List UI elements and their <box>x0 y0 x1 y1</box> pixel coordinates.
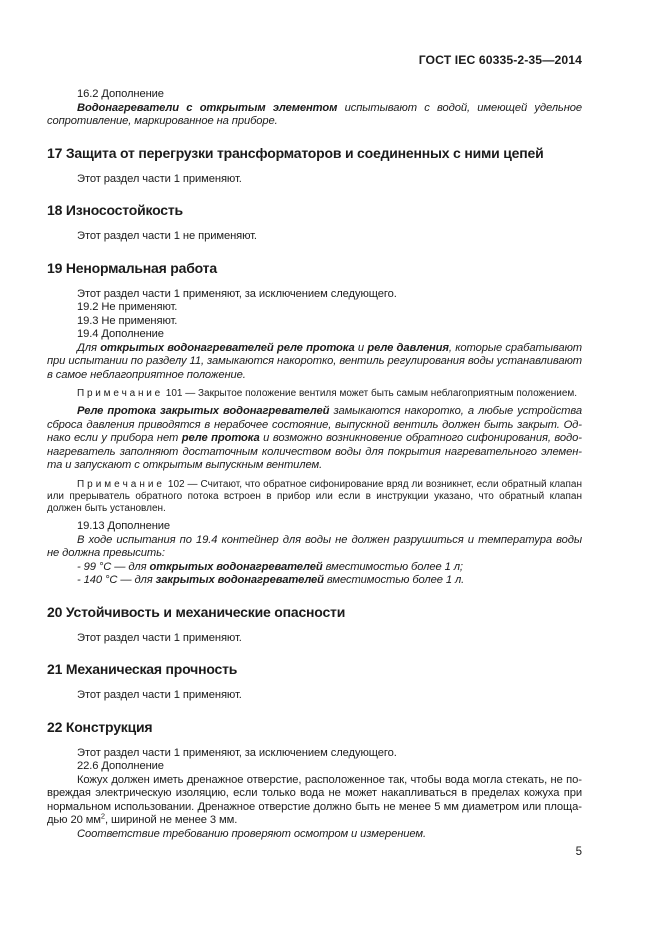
para-22-6-addition <box>47 760 582 774</box>
heading-19 <box>47 261 582 276</box>
text-run: 19.2 Не применяют. <box>77 301 178 313</box>
text-run: В ходе испытания по 19.4 контейнер для воды не должен разрушиться и температура воды не должна превысить: <box>47 533 582 560</box>
text-run: Этот раздел части 1 применяют, за исключением следующего. <box>77 746 397 759</box>
text-run: , шириной не менее 3 мм. <box>104 814 238 827</box>
text-run: 19.4 Дополнение <box>77 328 164 340</box>
para-22-applies-except <box>47 747 582 761</box>
text-run: Этот раздел части 1 применяют. <box>77 631 242 644</box>
page-number: 5 <box>575 846 582 859</box>
heading-22 <box>47 720 582 735</box>
para-19-4-addition <box>47 328 582 342</box>
text-run: П р и м е ч а н и е 102 — Считают, что обратное сифонирование вряд ли возникнет, если обратный клапан или прерыватель обратного потока встроен в прибор или если в инструкции указано, что обратный клапан должен быть установлен. <box>47 478 582 515</box>
text-run: , которые срабатывают при испытании по разделу 11, замыкаются накоротко, вентиль регулирования воды устанавливают в самое неблагоприятное положение. <box>47 341 582 381</box>
para-compliance-check <box>47 828 582 842</box>
text-run: 17 Защита от перегрузки трансформаторов и соединенных с ними цепей <box>47 144 544 161</box>
document-body <box>47 88 582 841</box>
text-run: 19.13 Дополнение <box>77 520 171 533</box>
document-header: ГОСТ IEC 60335-2-35—2014 <box>418 53 582 67</box>
text-run: 19 Ненормальная работа <box>47 259 217 276</box>
para-19-3 <box>47 315 582 329</box>
text-run: Кожух должен иметь дренажное отверстие, расположенное так, чтобы вода могла стекать, не повреждая электрическую изоляцию, если только вода не может накапливаться в пределах кожуха при нормальном использовании. Дренажное отверстие должно быть не менее 5 мм диаметром или площадью 20 мм <box>47 773 582 827</box>
text-run: 20 Устойчивость и механические опасности <box>47 603 346 620</box>
note-102 <box>47 479 582 516</box>
para-22-6-body <box>47 774 582 828</box>
text-run: и <box>354 341 368 354</box>
text-run: Реле протока закрытых водонагревателей <box>77 405 330 418</box>
para-19-13-addition <box>47 520 582 534</box>
item-99c <box>47 561 582 575</box>
text-run: 21 Механическая прочность <box>47 661 238 678</box>
heading-21 <box>47 662 582 677</box>
text-run: Этот раздел части 1 применяют. <box>77 172 242 185</box>
text-run: испытывают с водой, имеющей удельное сопротивление, маркированное на приборе. <box>47 101 583 127</box>
text-run: закрытых водонагревателей <box>155 574 324 587</box>
text-run: Водонагреватели с открытым элементом <box>77 101 338 114</box>
text-run: 18 Износостойкость <box>47 202 183 218</box>
text-run: вместимостью более 1 л; <box>322 560 463 573</box>
para-19-2 <box>47 301 582 315</box>
heading-18 <box>47 203 582 218</box>
para-16-2-addition <box>47 88 582 102</box>
para-20-applies <box>47 632 582 646</box>
text-run: Этот раздел части 1 применяют, за исключением следующего. <box>77 287 397 300</box>
text-run: Соответствие требованию проверяют осмотром и измерением. <box>77 827 426 840</box>
text-run: открытых водонагревателей <box>149 560 323 573</box>
text-run: - 99 °С — для <box>77 560 150 573</box>
text-run: вместимостью более 1 л. <box>323 574 465 587</box>
text-run: Этот раздел части 1 не применяют. <box>77 230 257 242</box>
text-run: - 140 °С — для <box>77 574 156 587</box>
text-run: 2 <box>100 811 105 821</box>
para-19-13-body <box>47 534 582 561</box>
para-18-not-applies <box>47 230 582 244</box>
text-run: замыкаются накоротко, а любые устройства сброса давления приводятся в нерабочее состояние, выпускной вентиль должен быть закрыт. Однако если у прибора нет <box>47 405 582 445</box>
text-run: 22.6 Дополнение <box>77 760 164 773</box>
text-run: Для <box>77 341 101 354</box>
text-run: 16.2 Дополнение <box>77 88 164 100</box>
text-run: 19.3 Не применяют. <box>77 314 178 327</box>
text-run: Этот раздел части 1 применяют. <box>77 689 242 702</box>
heading-17 <box>47 146 582 161</box>
text-run: открытых водонагревателей реле протока <box>100 341 355 354</box>
text-run: реле давления <box>367 341 449 354</box>
text-run: 22 Конструкция <box>47 718 153 735</box>
para-17-applies <box>47 173 582 187</box>
heading-20 <box>47 605 582 620</box>
text-run: П р и м е ч а н и е 101 — Закрытое положение вентиля может быть самым неблагоприятным положением. <box>77 388 578 399</box>
text-run: реле протока <box>181 432 260 445</box>
text-run: и возможно возникновение обратного сифонирования, водонагреватель заполняют достаточным количеством воды для покрытия нагревательного элемента и запускают с открытым выпускным вентилем. <box>47 432 582 472</box>
para-open-element-heaters <box>47 102 582 129</box>
note-101 <box>47 388 582 400</box>
para-21-applies <box>47 689 582 703</box>
para-19-4-body <box>47 342 582 383</box>
para-closed-heaters <box>47 405 582 473</box>
para-19-applies-except <box>47 288 582 302</box>
item-140c <box>47 574 582 588</box>
